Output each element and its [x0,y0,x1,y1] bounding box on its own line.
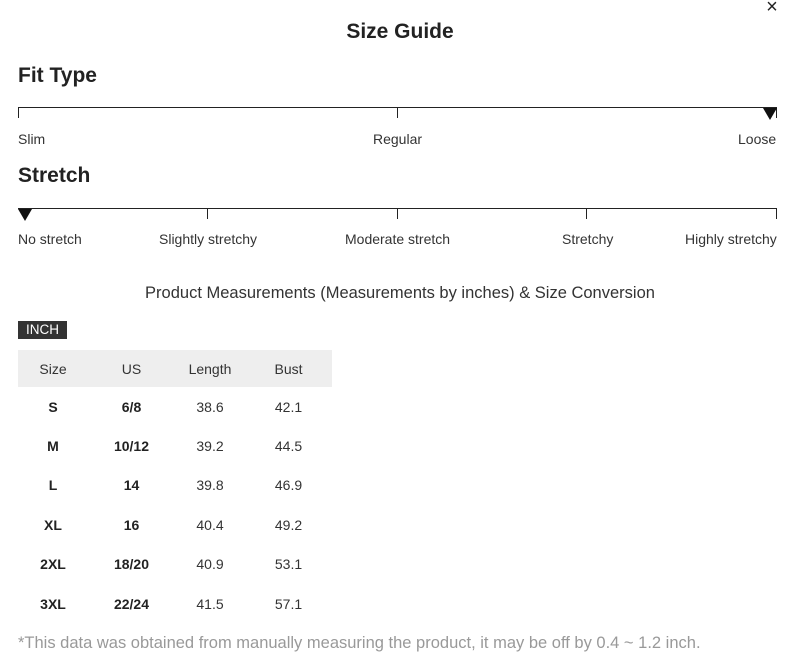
stretch-selected-marker-icon [18,209,32,221]
stretch-label-no-stretch: No stretch [18,231,82,247]
stretch-tick [207,208,208,219]
cell-bust: 42.1 [274,398,303,415]
unit-badge[interactable]: INCH [18,321,67,339]
column-header-us: US [88,350,175,387]
stretch-label-moderate-stretch: Moderate stretch [345,231,451,247]
table-row [18,387,332,426]
column-header-size: Size [18,350,88,387]
fit-type-selected-marker-icon [763,108,777,120]
fit-type-heading: Fit Type [18,64,97,87]
cell-length: 39.2 [196,438,224,455]
cell-size: 2XL [40,556,66,573]
cell-us: 22/24 [113,595,150,612]
cell-us: 10/12 [113,438,150,455]
cell-us: 18/20 [113,556,150,573]
cell-length: 38.6 [196,398,224,415]
cell-bust: 44.5 [274,438,303,455]
size-table [18,350,332,623]
cell-bust: 53.1 [274,556,303,573]
cell-size: M [47,438,59,455]
cell-us: 16 [123,516,140,533]
table-row [18,545,332,584]
stretch-label-slightly-stretchy: Slightly stretchy [159,231,258,247]
cell-us: 14 [123,477,140,494]
cell-length: 40.9 [196,556,224,573]
column-header-length: Length [175,350,245,387]
stretch-tick [776,208,777,219]
cell-size: S [48,398,58,415]
dialog-title: Size Guide [346,20,454,43]
cell-size: 3XL [40,595,66,612]
cell-length: 41.5 [196,595,224,612]
fit-type-label-regular: Regular [373,131,423,147]
cell-us: 6/8 [121,398,142,415]
close-icon[interactable]: × [766,0,778,18]
cell-bust: 57.1 [274,595,303,612]
cell-length: 39.8 [196,477,224,494]
cell-length: 40.4 [196,516,224,533]
cell-size: XL [44,516,62,533]
table-row [18,505,332,544]
table-header-row [18,350,332,387]
cell-bust: 46.9 [274,477,303,494]
stretch-tick [586,208,587,219]
disclaimer-footnote: *This data was obtained from manually measuring the product, it may be off by 0.4 ~ 1.2 inch. [18,634,701,652]
fit-type-label-slim: Slim [18,131,46,147]
stretch-label-highly-stretchy: Highly stretchy [685,231,777,247]
table-row [18,426,332,465]
stretch-label-stretchy: Stretchy [562,231,614,247]
table-row [18,466,332,505]
table-row [18,584,332,623]
column-header-bust: Bust [245,350,332,387]
fit-type-tick [397,107,398,118]
fit-type-tick [18,107,19,118]
fit-type-label-loose: Loose [738,131,777,147]
cell-size: L [48,477,58,494]
cell-bust: 49.2 [274,516,303,533]
stretch-heading: Stretch [18,164,91,187]
measurements-title: Product Measurements (Measurements by inches) & Size Conversion [145,284,655,302]
stretch-tick [397,208,398,219]
